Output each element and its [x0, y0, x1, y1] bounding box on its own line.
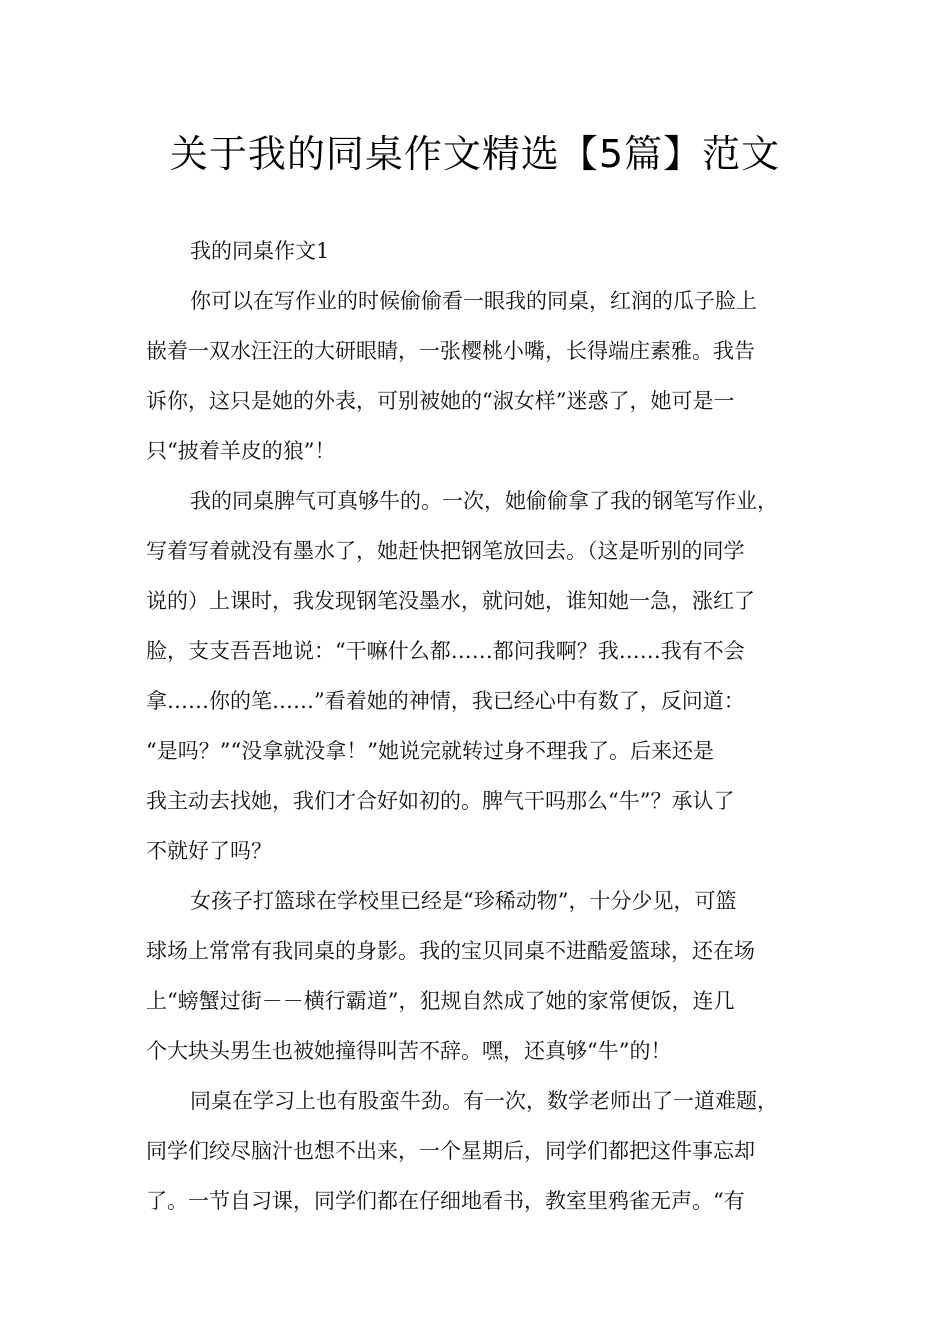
text-line: 写着写着就没有墨水了，她赶快把钢笔放回去。（这是听别的同学: [146, 539, 745, 563]
text-line: 你可以在写作业的时候偷偷看一眼我的同桌，红润的瓜子脸上: [190, 289, 757, 313]
text-line: “是吗？”“没拿就没拿！”她说完就转过身不理我了。后来还是: [146, 739, 714, 763]
text-line: 女孩子打篮球在学校里已经是“珍稀动物”，十分少见，可篮: [190, 889, 737, 913]
text-line: 不就好了吗？: [146, 839, 272, 863]
text-line: 个大块头男生也被她撞得叫苦不辞。嘿，还真够“牛”的！: [146, 1039, 672, 1063]
text-line: 我的同桌脾气可真够牛的。一次，她偷偷拿了我的钢笔写作业，: [190, 489, 778, 513]
section-heading: 我的同桌作文1: [190, 239, 330, 263]
text-line: 我主动去找她，我们才合好如初的。脾气干吗那么“牛”？承认了: [146, 789, 735, 813]
text-line: 了。一节自习课，同学们都在仔细地看书，教室里鸦雀无声。“有: [146, 1189, 745, 1213]
text-line: 同桌在学习上也有股蛮牛劲。有一次，数学老师出了一道难题，: [190, 1089, 778, 1113]
text-line: 同学们绞尽脑汁也想不出来，一个星期后，同学们都把这件事忘却: [146, 1139, 755, 1163]
text-line: 脸，支支吾吾地说：“干嘛什么都……都问我啊？我……我有不会: [146, 639, 745, 663]
text-line: 诉你，这只是她的外表，可别被她的“淑女样”迷惑了，她可是一: [146, 389, 735, 413]
text-line: 球场上常常有我同桌的身影。我的宝贝同桌不进酷爱篮球，还在场: [146, 939, 755, 963]
text-line: 嵌着一双水汪汪的大研眼睛，一张樱桃小嘴，长得端庄素雅。我告: [146, 339, 755, 363]
text-line: 只“披着羊皮的狼”！: [146, 439, 336, 463]
document-title: 关于我的同桌作文精选【5篇】范文: [169, 132, 781, 176]
text-line: 拿……你的笔……”看着她的神情，我已经心中有数了，反问道：: [146, 689, 745, 713]
text-line: 说的）上课时，我发现钢笔没墨水，就问她，谁知她一急，涨红了: [146, 589, 755, 613]
document-body: [146, 226, 826, 1226]
text-line: 上“螃蟹过街－－横行霸道”，犯规自然成了她的家常便饭，连几: [146, 989, 735, 1013]
